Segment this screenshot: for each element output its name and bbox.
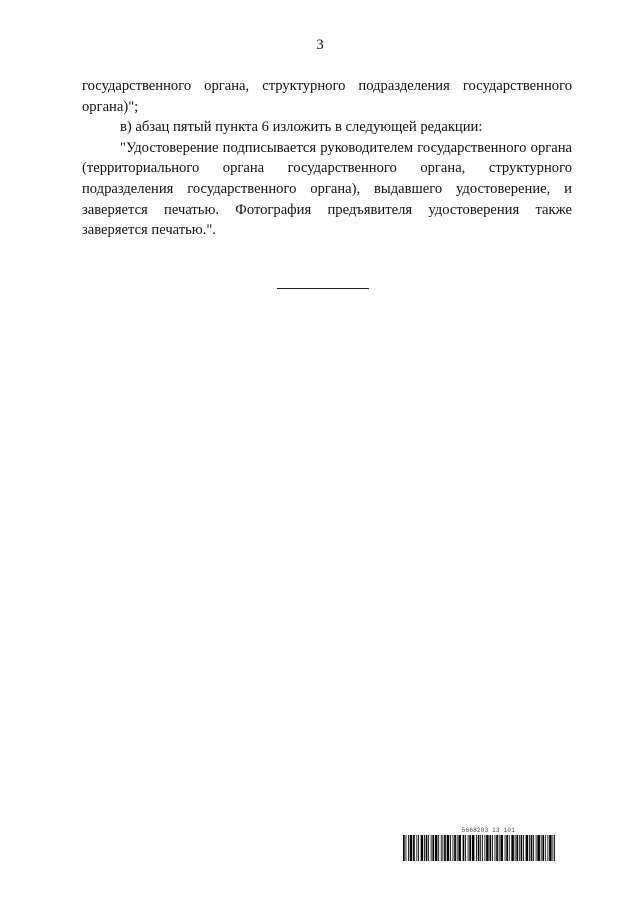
barcode-bar [533,835,534,861]
barcode-bar [482,835,483,861]
barcode-bar [478,835,480,861]
barcode-bar [428,835,429,861]
barcode-bar [457,835,458,861]
barcode-bar [441,835,442,861]
barcode-bar [547,835,548,861]
barcode-bar [435,835,438,861]
barcode-bar [410,835,413,861]
barcode-bar [444,835,446,861]
barcode-bar [542,835,544,861]
barcode-bar [499,835,500,861]
barcode-bar [458,835,461,861]
barcode-bar [450,835,451,861]
barcode-bar [480,835,481,861]
paragraph-continuation: государственного органа, структурного подразделения государственного органа)"; [82,78,572,115]
barcode-bar [432,835,434,861]
barcode-bar [421,835,424,861]
barcode-bar [408,835,409,861]
barcode-bar [495,835,496,861]
end-separator-line [277,288,369,289]
barcode-bar [519,835,520,861]
barcode-bar [505,835,506,861]
barcode-bar [431,835,432,861]
barcode-bar [486,835,489,861]
barcode-bar [418,835,419,861]
barcode-bar [552,835,553,861]
document-body [82,76,572,241]
barcode-bar [468,835,469,861]
barcode-bar [416,835,417,861]
paragraph-quoted-text: "Удостоверение подписывается руководителем государственного органа (территориального органа государственного органа, структурного подразделения государственного органа), выдавшего удостоверение, и заверяется печатью. Фотография предъявителя удостоверения также заверяется печатью.". [82,139,572,239]
barcode-bar [442,835,443,861]
barcode-bar [465,835,466,861]
barcode-bar [529,835,530,861]
barcode-bar [492,835,493,861]
barcode-bar [469,835,471,861]
barcode-bar [545,835,546,861]
barcode-bar [438,835,439,861]
barcode-bar [549,835,552,861]
barcode-bar [476,835,477,861]
barcode-bar [454,835,456,861]
barcode-bar [509,835,510,861]
barcode-bar [463,835,465,861]
barcode-bar [521,835,523,861]
barcode-bar [511,835,514,861]
barcode-bar [523,835,524,861]
barcode-bar [472,835,475,861]
barcode-bar [453,835,454,861]
barcode-bar [515,835,516,861]
barcode-bar [406,835,407,861]
barcode-bar [403,835,405,861]
barcode-bars [403,835,555,861]
barcode-bar [489,835,491,861]
barcode-bar [496,835,498,861]
barcode-bar [426,835,428,861]
barcode-bar [447,835,450,861]
barcode-bar [500,835,503,861]
barcode-bar [484,835,485,861]
barcode-bar [554,835,555,861]
document-barcode [403,827,555,861]
barcode-bar [541,835,542,861]
barcode-bar [424,835,425,861]
barcode-bar [526,835,529,861]
paragraph-amendment-v: в) абзац пятый пункта 6 изложить в следующей редакции: [120,119,483,136]
page-number: 3 [316,37,324,53]
barcode-bar [536,835,537,861]
barcode-bar [531,835,533,861]
barcode-bar [516,835,518,861]
barcode-code-text: 5668203 13 101 [461,827,515,834]
barcode-bar [506,835,508,861]
barcode-bar [537,835,540,861]
barcode-bar [413,835,415,861]
